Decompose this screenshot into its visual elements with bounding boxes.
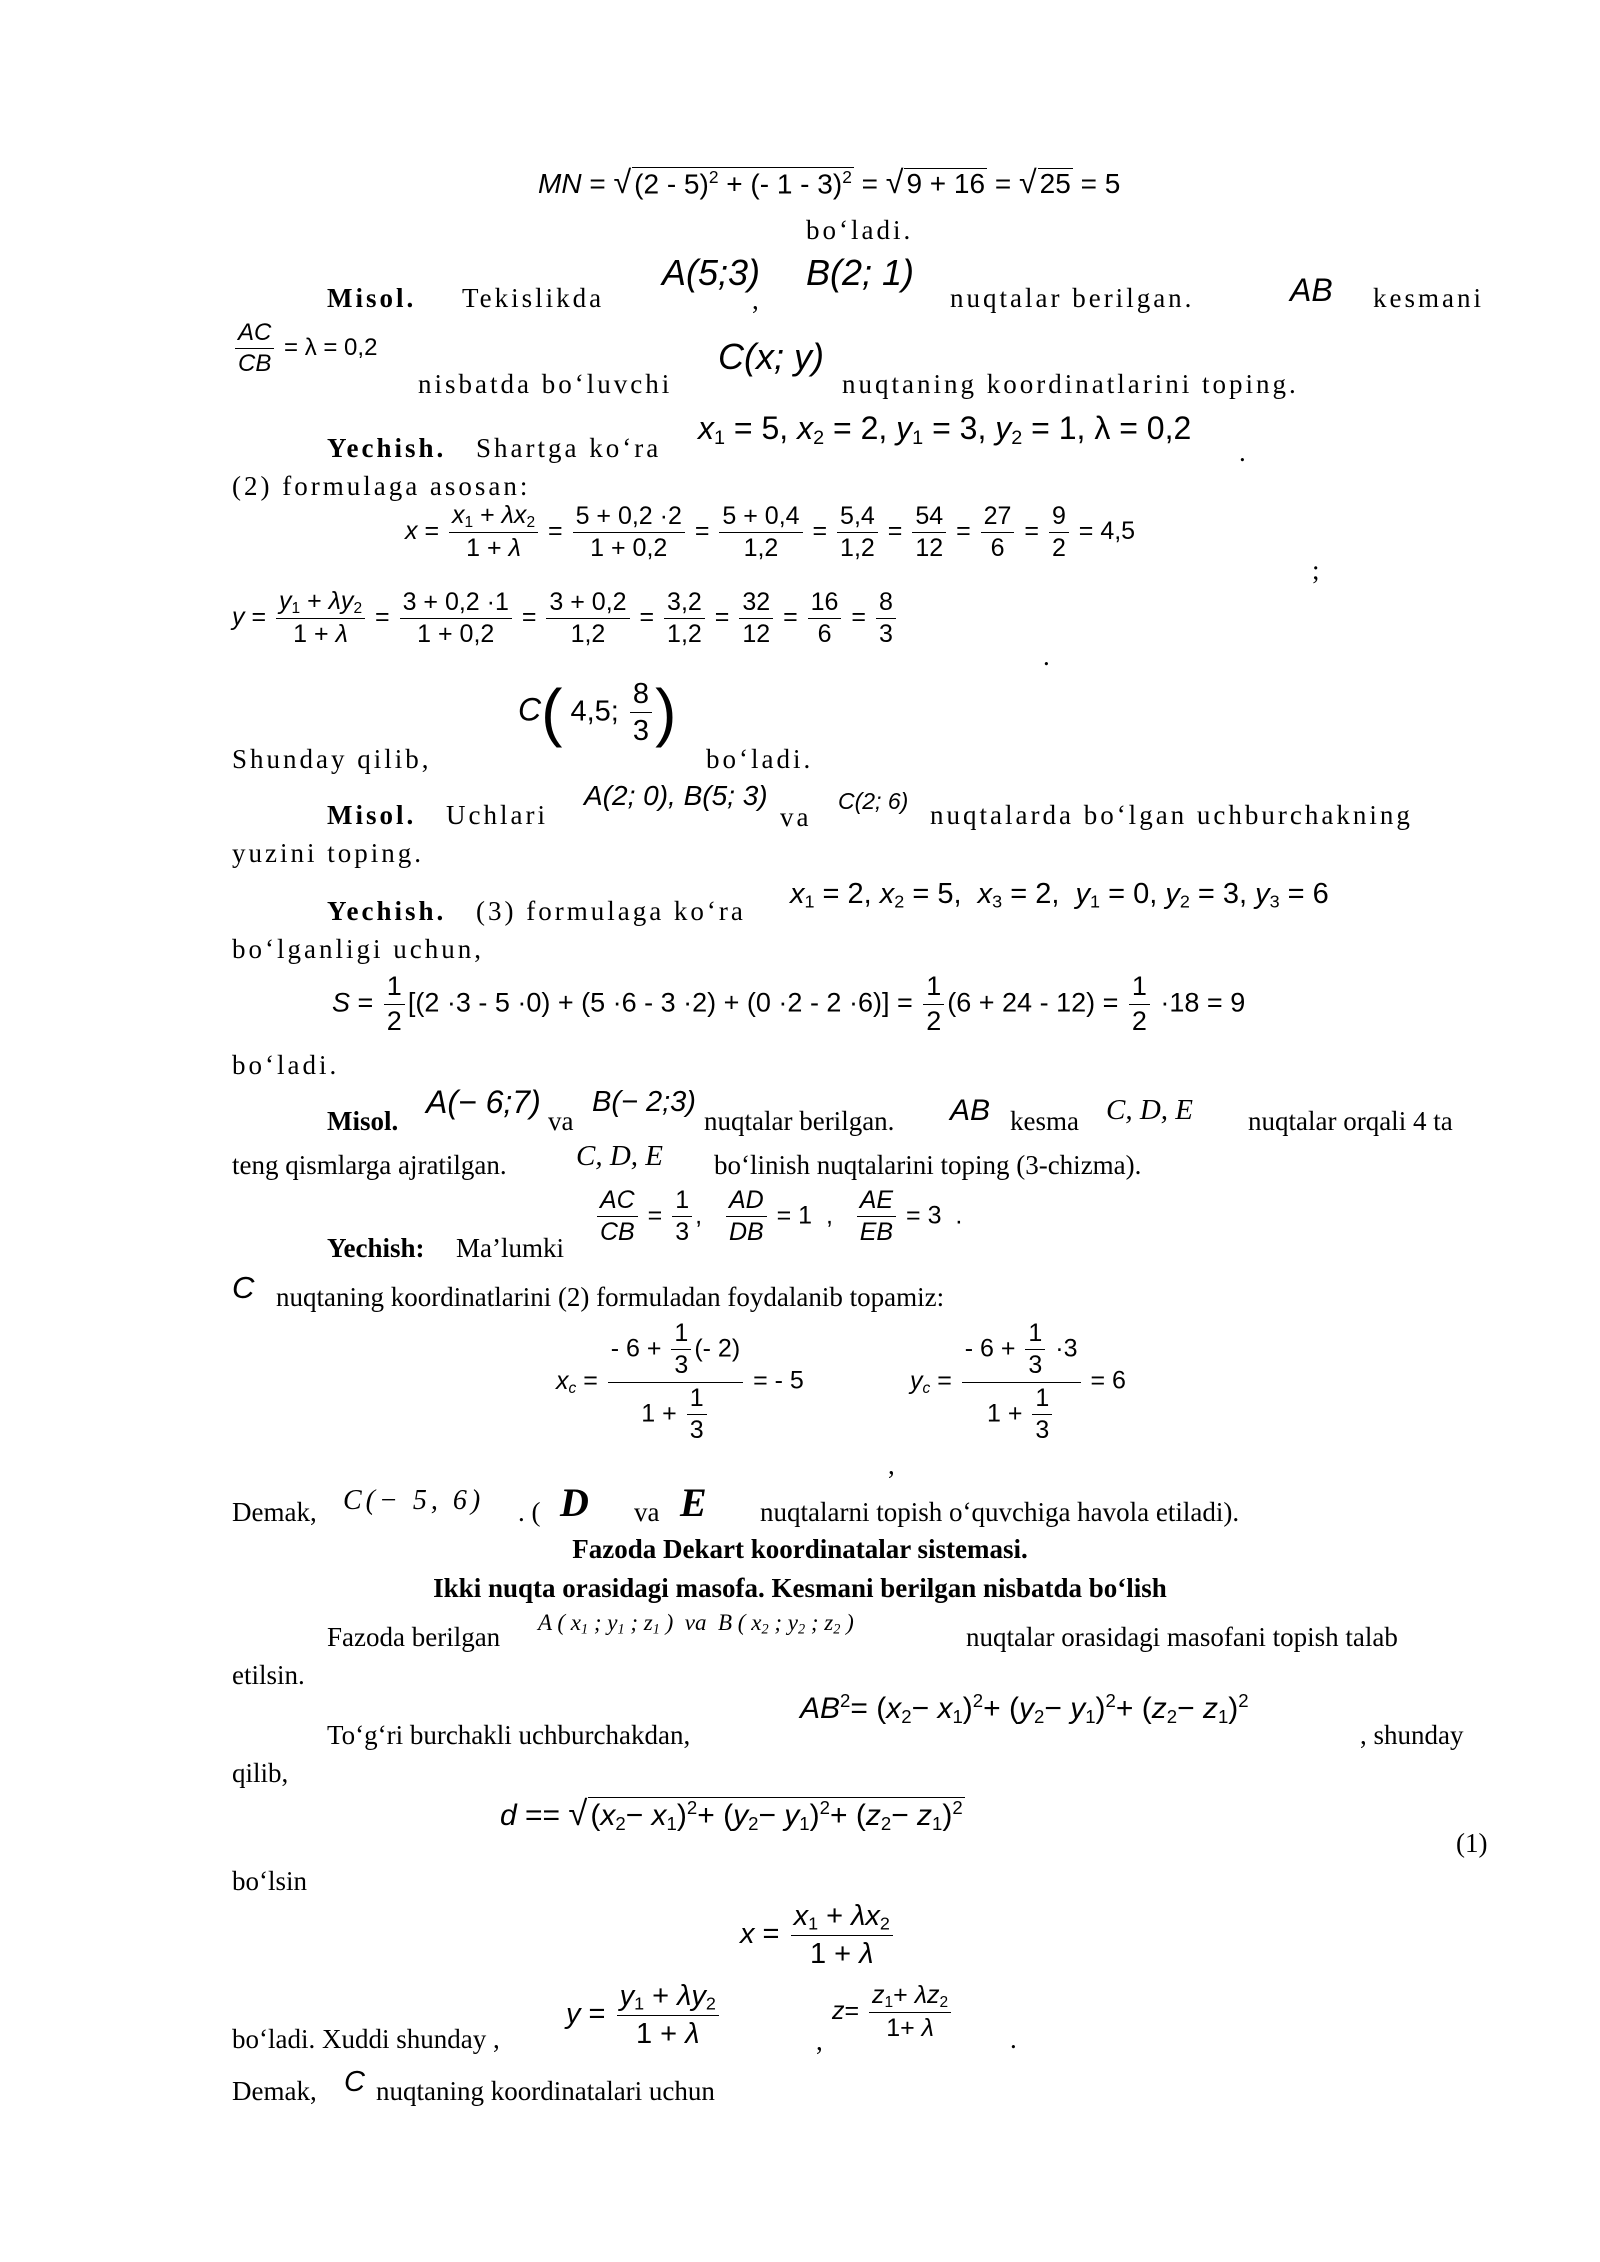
formula-ab2: $AB^2= (x_2- x_1)^2+ (y_2- y_1)^2+ (z_2- z_1)^2$ [800, 1690, 1249, 1727]
text: nuqtaning koordinatlarini toping. [842, 369, 1299, 399]
point-d: D [560, 1480, 589, 1525]
period: . [1010, 2024, 1017, 2054]
text: (3) formulaga ko‘ra [476, 896, 746, 926]
text: To‘g‘ri burchakli uchburchakdan, [327, 1720, 691, 1750]
text: Shartga ko‘ra [476, 433, 662, 463]
point-c-label: C [344, 2066, 365, 2098]
formula-y: y = $\frac{y_1 + \lambda y_2}{1 + \lambda}$ = $\frac{3 + 0,2 \cdot 1}{1 + 0,2}$ = $\frac{3 + 0,2}{1,2}$ = $\frac{3,2}{1,2}$ = $\frac{32}{12}$ = $\frac{16}{6}$ = $\frac{8}{3}$ [232, 586, 899, 651]
text: bo‘linish nuqtalarini toping (3-chizma). [714, 1150, 1142, 1180]
text: . ( [518, 1497, 541, 1527]
text: , shunday [1360, 1720, 1464, 1750]
text: Demak, [232, 2076, 317, 2106]
example-label: Misol. [327, 283, 417, 313]
text: nuqtalar berilgan. [704, 1106, 895, 1136]
text: Tekislikda [462, 283, 605, 313]
text: va [548, 1106, 574, 1136]
period: . [1043, 641, 1050, 671]
text: nuqtalar berilgan. [950, 283, 1195, 313]
text-boladi-1: bo‘ladi. [806, 215, 914, 245]
text: Ma’lumki [456, 1233, 564, 1263]
text: bo‘lsin [232, 1866, 308, 1896]
formula-x: x = $\frac{x_1 + \lambda x_2}{1 + \lambda}$ = $\frac{5 + 0,2 \cdot 2}{1 + 0,2}$ = $\frac{5 + 0,4}{1,2}$ = $\frac{5,4}{1,2}$ = $\frac{54}{12}$ = $\frac{27}{6}$ = $\frac{9}{2}$ = 4,5 [405, 501, 1136, 563]
text: Uchlari [446, 800, 548, 830]
section-heading: Fazoda Dekart koordinatalar sistemasi. [572, 1534, 1028, 1564]
segment-ab: AB [950, 1094, 991, 1127]
text: teng qismlarga ajratilgan. [232, 1150, 507, 1180]
section-subheading: Ikki nuqta orasidagi masofa. Kesmani berilgan nisbatda bo‘lish [433, 1573, 1167, 1603]
segment-ab: AB [1290, 272, 1333, 308]
text: Fazoda berilgan [327, 1622, 501, 1652]
text: nuqtalar orqali 4 ta [1248, 1106, 1453, 1136]
point-c: C(x; y) [718, 336, 824, 377]
text: nuqtalar orasidagi masofani topish talab [966, 1622, 1398, 1652]
formula-z-space: z= $\frac{z_1+ \lambda z_2}{1+ \lambda}$ [832, 1980, 954, 2045]
points-cde: C, D, E [576, 1140, 663, 1172]
text: Shunday qilib, [232, 744, 432, 774]
text: bo‘ladi. [232, 1050, 340, 1080]
text: nuqtalarni topish o‘quvchiga havola etiladi). [760, 1497, 1240, 1527]
points-space: A ( $x_1$ ; $y_1$ ; $z_1$ ) va B ( $x_2$ ; $y_2$ ; $z_2$ ) [538, 1610, 854, 1638]
point-c-label: C [232, 1270, 255, 1305]
formula-yc: $y_c$ = - 6 + $\frac{1}{3}$ ·3 1 + $\frac{1}{3}$ = 6 [910, 1319, 1126, 1444]
given-values: $x_1 = 2$, $x_2 = 5$, $x_3 = 2$, $y_1 = 0$, $y_2 = 3$, $y_3 = 6$ [790, 878, 1329, 912]
result-point-c: C( 4,5; $\frac{8}{3}$ ) [518, 676, 677, 748]
solution-label: Yechish. [327, 896, 447, 926]
example-label: Misol. [327, 1106, 399, 1136]
point-b: B(2; 1) [806, 252, 915, 293]
text: nuqtaning koordinatalari uchun [376, 2076, 715, 2106]
point-e: E [680, 1480, 707, 1525]
text: bo‘lganligi uchun, [232, 934, 484, 964]
formula-area: S = $\frac{1}{2}$ [(2 ·3 - 5 ·0) + (5 ·6 - 3 ·2) + (0 ·2 - 2 ·6)] = $\frac{1}{2}$ (6 + 24 - 12) = $\frac{1}{2}$ ·18 = 9 [332, 971, 1246, 1036]
comma: , [752, 285, 759, 315]
text: va [780, 802, 812, 832]
point-b: B(− 2;3) [592, 1086, 696, 1118]
solution-label: Yechish. [327, 433, 447, 463]
period: . [1239, 437, 1246, 467]
comma: , [816, 2026, 823, 2056]
text: bo‘ladi. [706, 744, 814, 774]
ratio-ac-cb: $\frac{AC}{CB}$ = λ = 0,2 [232, 318, 377, 379]
formula-d: d == √ $(x_2- x_1)^2+ (y_2- y_1)^2+ (z_2- z_1)^2$ [500, 1795, 963, 1834]
ratios: $\frac{AC}{CB}$ = $\frac{1}{3}$ , $\frac{AD}{DB}$ = 1 , $\frac{AE}{EB}$ = 3 . [594, 1185, 962, 1249]
comma: , [888, 1450, 895, 1480]
text: etilsin. [232, 1660, 305, 1690]
equation-number: (1) [1456, 1828, 1488, 1858]
points-cde: C, D, E [1106, 1094, 1193, 1126]
point-c: C(2; 6) [838, 788, 909, 814]
result-c: C(− 5, 6) [343, 1485, 485, 1516]
formula-xc: $x_c$ = - 6 + $\frac{1}{3}$ (- 2) 1 + $\frac{1}{3}$ = - 5 [556, 1319, 804, 1444]
text: nuqtalarda bo‘lgan uchburchakning [930, 800, 1413, 830]
point-a: A(5;3) [662, 252, 761, 293]
point-a: A(− 6;7) [426, 1084, 541, 1120]
example-label: Misol. [327, 800, 417, 830]
text: nuqtaning koordinatlarini (2) formuladan foydalanib topamiz: [276, 1282, 945, 1312]
points-ab: A(2; 0), B(5; 3) [584, 780, 768, 811]
solution-label: Yechish: [327, 1233, 425, 1263]
text: nisbatda bo‘luvchi [418, 369, 673, 399]
text: (2) formulaga asosan: [232, 471, 531, 501]
text: kesma [1010, 1106, 1079, 1136]
text: bo‘ladi. Xuddi shunday , [232, 2024, 500, 2054]
formula-y-space: y = $\frac{y_1 + \lambda y_2}{1 + \lambda}$ [566, 1978, 722, 2052]
text: qilib, [232, 1758, 289, 1788]
text: yuzini toping. [232, 838, 424, 868]
given-values: $x_1 = 5$, $x_2 = 2$, $y_1 = 3$, $y_2 = 1$, λ = 0,2 [698, 410, 1192, 449]
text: kesmani [1373, 283, 1484, 313]
formula-mn: MN = √ (2 - 5)$^2$ + (- 1 - 3)$^2$ = √ 9 + 16 = √ 25 = 5 [538, 164, 1121, 200]
semicolon: ; [1312, 555, 1320, 585]
text: Demak, [232, 1497, 317, 1527]
text: va [634, 1497, 660, 1527]
formula-x-space: x = $\frac{x_1 + \lambda x_2}{1 + \lambda}$ [740, 1898, 896, 1972]
